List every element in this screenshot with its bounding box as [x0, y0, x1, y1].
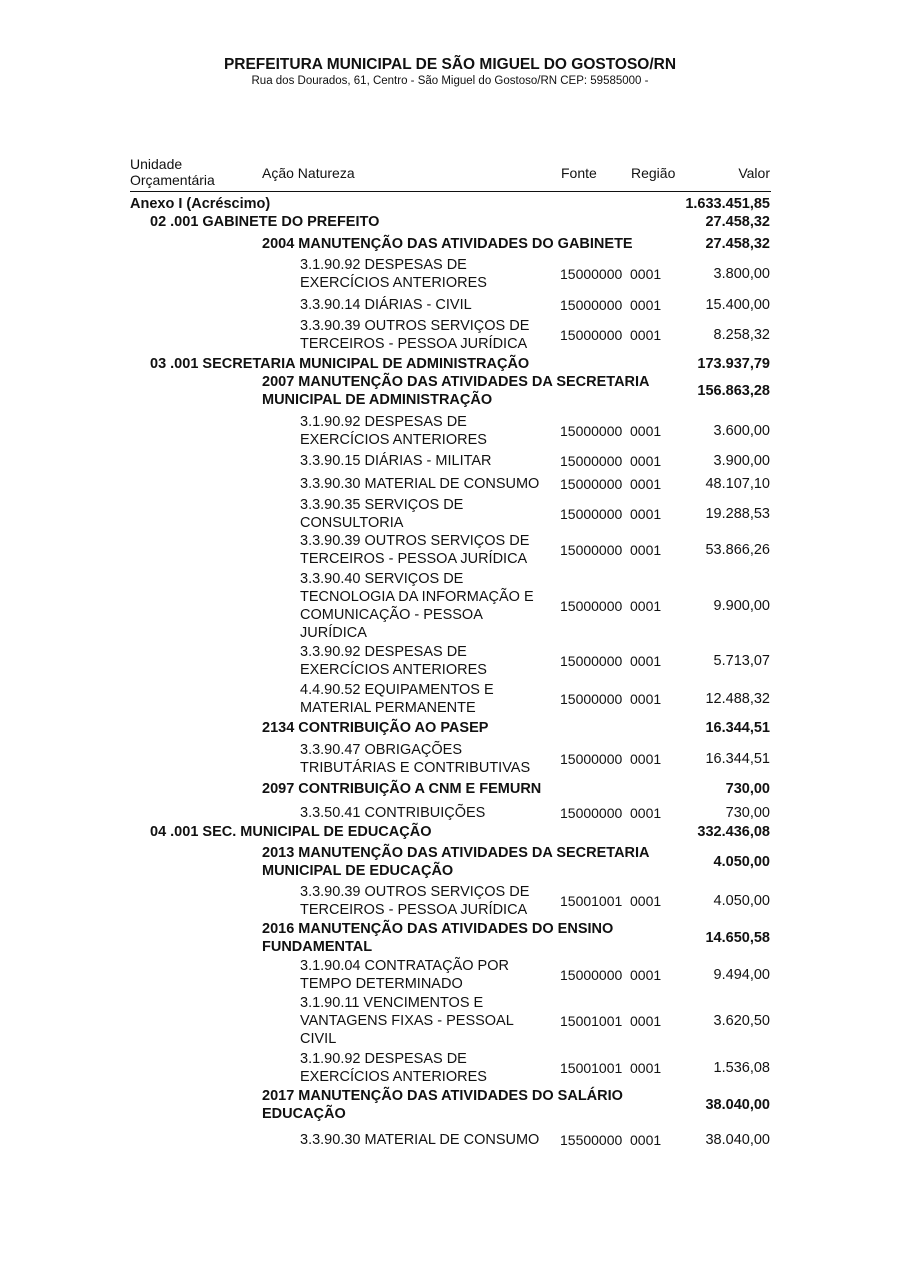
valor-amount: 38.040,00 [705, 1097, 770, 1113]
expense-row [0, 256, 900, 292]
fonte-code: 15000000 [560, 423, 623, 439]
action-label: 2007 MANUTENÇÃO DAS ATIVIDADES DA SECRETARIA MUNICIPAL DE ADMINISTRAÇÃO [262, 374, 650, 408]
total-row [0, 195, 900, 213]
regiao-code: 0001 [630, 893, 662, 909]
document-address: Rua dos Dourados, 61, Centro - São Miguel do Gostoso/RN CEP: 59585000 - [251, 75, 649, 87]
item-label: 3.3.90.30 MATERIAL DE CONSUMO [300, 476, 540, 492]
expense-row [0, 570, 900, 642]
regiao-code: 0001 [630, 1132, 662, 1148]
expense-row [0, 883, 900, 919]
action-label: 2004 MANUTENÇÃO DAS ATIVIDADES DO GABINETE [262, 236, 633, 252]
expense-row [0, 1050, 900, 1086]
valor-amount: 27.458,32 [705, 236, 770, 252]
expense-row [0, 741, 900, 777]
expense-row [0, 957, 900, 993]
expense-row [0, 643, 900, 679]
item-label: 3.3.90.40 SERVIÇOS DE TECNOLOGIA DA INFORMAÇÃO E COMUNICAÇÃO - PESSOA JURÍDICA [300, 571, 534, 641]
valor-amount: 16.344,51 [705, 751, 770, 767]
valor-amount: 48.107,10 [705, 476, 770, 492]
expense-row [0, 994, 900, 1048]
expense-row [0, 475, 900, 493]
unit-row [0, 355, 900, 373]
regiao-code: 0001 [630, 542, 662, 558]
unit-label: 02 .001 GABINETE DO PREFEITO [150, 214, 380, 230]
valor-amount: 53.866,26 [705, 542, 770, 558]
column-header-acao-natureza: Ação Natureza [262, 165, 355, 181]
valor-amount: 4.050,00 [713, 854, 770, 870]
action-row [0, 780, 900, 798]
valor-amount: 3.800,00 [713, 266, 770, 282]
item-label: 4.4.90.52 EQUIPAMENTOS E MATERIAL PERMANENTE [300, 682, 494, 716]
column-header-regiao: Região [631, 165, 676, 181]
item-label: 3.3.90.35 SERVIÇOS DE CONSULTORIA [300, 497, 464, 531]
action-label: 2017 MANUTENÇÃO DAS ATIVIDADES DO SALÁRIO EDUCAÇÃO [262, 1088, 623, 1122]
action-row [0, 373, 900, 409]
expense-row [0, 496, 900, 532]
fonte-code: 15000000 [560, 476, 623, 492]
header-divider [130, 191, 771, 192]
fonte-code: 15000000 [560, 266, 623, 282]
action-row [0, 719, 900, 737]
valor-amount: 4.050,00 [713, 893, 770, 909]
column-header-unidade: Unidade Orçamentária [130, 156, 215, 188]
regiao-code: 0001 [630, 967, 662, 983]
regiao-code: 0001 [630, 751, 662, 767]
fonte-code: 15001001 [560, 1060, 623, 1076]
regiao-code: 0001 [630, 805, 662, 821]
valor-amount: 332.436,08 [697, 824, 770, 840]
valor-amount: 16.344,51 [705, 720, 770, 736]
action-label: 2013 MANUTENÇÃO DAS ATIVIDADES DA SECRETARIA MUNICIPAL DE EDUCAÇÃO [262, 845, 650, 879]
item-label: 3.3.90.14 DIÁRIAS - CIVIL [300, 297, 472, 313]
regiao-code: 0001 [630, 423, 662, 439]
fonte-code: 15000000 [560, 653, 623, 669]
fonte-code: 15000000 [560, 542, 623, 558]
valor-amount: 730,00 [725, 781, 770, 797]
valor-amount: 3.900,00 [713, 453, 770, 469]
valor-amount: 15.400,00 [705, 297, 770, 313]
fonte-code: 15000000 [560, 506, 623, 522]
regiao-code: 0001 [630, 506, 662, 522]
regiao-code: 0001 [630, 266, 662, 282]
item-label: 3.3.90.39 OUTROS SERVIÇOS DE TERCEIROS - PESSOA JURÍDICA [300, 884, 530, 918]
item-label: 3.3.90.39 OUTROS SERVIÇOS DE TERCEIROS - PESSOA JURÍDICA [300, 318, 530, 352]
fonte-code: 15000000 [560, 453, 623, 469]
action-row [0, 235, 900, 253]
action-label: 2097 CONTRIBUIÇÃO A CNM E FEMURN [262, 781, 542, 797]
unit-row [0, 823, 900, 841]
unit-row [0, 213, 900, 231]
expense-row [0, 296, 900, 314]
column-header-fonte: Fonte [561, 165, 597, 181]
fonte-code: 15001001 [560, 893, 623, 909]
valor-amount: 19.288,53 [705, 506, 770, 522]
regiao-code: 0001 [630, 1060, 662, 1076]
valor-amount: 3.600,00 [713, 423, 770, 439]
fonte-code: 15000000 [560, 297, 623, 313]
valor-amount: 12.488,32 [705, 691, 770, 707]
action-label: 2134 CONTRIBUIÇÃO AO PASEP [262, 720, 489, 736]
item-label: 3.1.90.11 VENCIMENTOS E VANTAGENS FIXAS - PESSOAL CIVIL [300, 995, 514, 1047]
item-label: 3.3.50.41 CONTRIBUIÇÕES [300, 805, 486, 821]
fonte-code: 15001001 [560, 1013, 623, 1029]
column-header-valor: Valor [738, 165, 770, 181]
expense-row [0, 532, 900, 568]
item-label: 3.1.90.04 CONTRATAÇÃO POR TEMPO DETERMINADO [300, 958, 509, 992]
expense-row [0, 317, 900, 353]
regiao-code: 0001 [630, 453, 662, 469]
regiao-code: 0001 [630, 691, 662, 707]
expense-row [0, 681, 900, 717]
regiao-code: 0001 [630, 476, 662, 492]
valor-amount: 38.040,00 [705, 1132, 770, 1148]
fonte-code: 15500000 [560, 1132, 623, 1148]
valor-amount: 3.620,50 [713, 1013, 770, 1029]
regiao-code: 0001 [630, 327, 662, 343]
action-row [0, 844, 900, 880]
valor-amount: 9.900,00 [713, 598, 770, 614]
regiao-code: 0001 [630, 297, 662, 313]
fonte-code: 15000000 [560, 598, 623, 614]
fonte-code: 15000000 [560, 805, 623, 821]
valor-amount: 156.863,28 [697, 383, 770, 399]
action-row [0, 1087, 900, 1123]
item-label: 3.1.90.92 DESPESAS DE EXERCÍCIOS ANTERIORES [300, 414, 487, 448]
valor-amount: 730,00 [725, 805, 770, 821]
valor-amount: 5.713,07 [713, 653, 770, 669]
expense-row [0, 452, 900, 470]
expense-row [0, 804, 900, 822]
fonte-code: 15000000 [560, 967, 623, 983]
item-label: 3.3.90.47 OBRIGAÇÕES TRIBUTÁRIAS E CONTRIBUTIVAS [300, 742, 531, 776]
expense-row [0, 1131, 900, 1149]
valor-amount: 1.536,08 [713, 1060, 770, 1076]
valor-amount: 27.458,32 [705, 214, 770, 230]
item-label: 3.3.90.92 DESPESAS DE EXERCÍCIOS ANTERIORES [300, 644, 487, 678]
valor-amount: 9.494,00 [713, 967, 770, 983]
item-label: 3.3.90.15 DIÁRIAS - MILITAR [300, 453, 492, 469]
expense-row [0, 413, 900, 449]
valor-amount: 8.258,32 [713, 327, 770, 343]
unit-label: 04 .001 SEC. MUNICIPAL DE EDUCAÇÃO [150, 824, 432, 840]
valor-amount: 1.633.451,85 [685, 196, 770, 212]
item-label: 3.3.90.30 MATERIAL DE CONSUMO [300, 1132, 540, 1148]
total-label: Anexo I (Acréscimo) [130, 196, 271, 212]
valor-amount: 14.650,58 [705, 930, 770, 946]
document-title: PREFEITURA MUNICIPAL DE SÃO MIGUEL DO GOSTOSO/RN [223, 56, 677, 73]
regiao-code: 0001 [630, 598, 662, 614]
valor-amount: 173.937,79 [697, 356, 770, 372]
fonte-code: 15000000 [560, 751, 623, 767]
fonte-code: 15000000 [560, 691, 623, 707]
item-label: 3.1.90.92 DESPESAS DE EXERCÍCIOS ANTERIORES [300, 1051, 487, 1085]
item-label: 3.1.90.92 DESPESAS DE EXERCÍCIOS ANTERIORES [300, 257, 487, 291]
unit-label: 03 .001 SECRETARIA MUNICIPAL DE ADMINISTRAÇÃO [150, 356, 530, 372]
item-label: 3.3.90.39 OUTROS SERVIÇOS DE TERCEIROS - PESSOA JURÍDICA [300, 533, 530, 567]
fonte-code: 15000000 [560, 327, 623, 343]
regiao-code: 0001 [630, 1013, 662, 1029]
regiao-code: 0001 [630, 653, 662, 669]
action-label: 2016 MANUTENÇÃO DAS ATIVIDADES DO ENSINO FUNDAMENTAL [262, 921, 614, 955]
action-row [0, 920, 900, 956]
